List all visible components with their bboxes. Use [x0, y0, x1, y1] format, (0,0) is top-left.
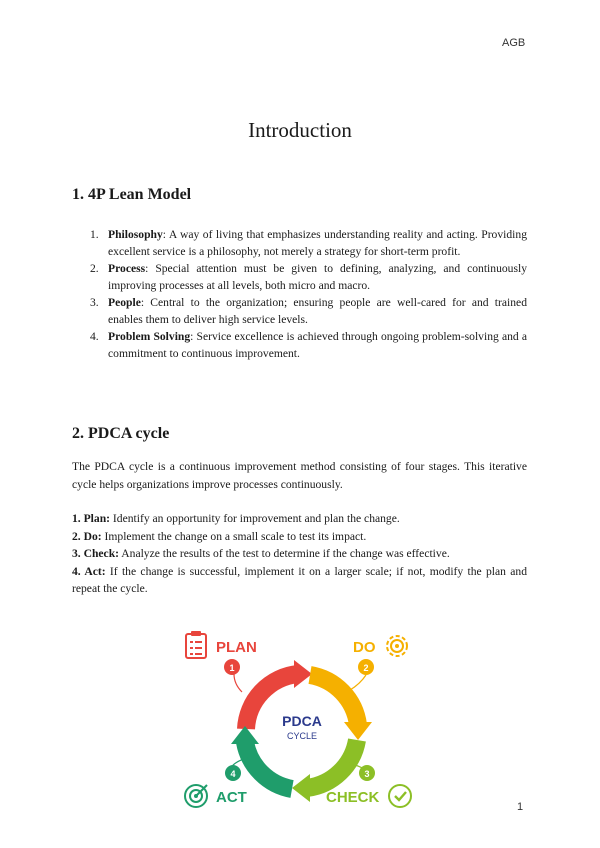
pdca-intro: The PDCA cycle is a continuous improvement method consisting of four stages. This iterative cycle helps organizations improve processes continuously.: [72, 460, 527, 491]
clipboard-icon: [186, 631, 206, 658]
act-label: ACT: [216, 789, 247, 806]
list-item: 1. Philosophy: A way of living that emphasizes understanding reality and acting. Providing excellent service is a philosophy, not merely a strategy for short-term profit.: [90, 228, 527, 258]
step-do: 2. Do: Implement the change on a small scale to test its impact.: [72, 529, 367, 543]
item-term: Philosophy: [108, 228, 163, 241]
check-label: CHECK: [326, 789, 380, 806]
item-text: : Central to the organization; ensuring people are well-cared for and trained enables them to deliver high service levels.: [108, 296, 527, 326]
svg-text:3: 3: [364, 769, 370, 779]
item-term: People: [108, 296, 141, 309]
plan-label: PLAN: [216, 639, 257, 656]
svg-text:2: 2: [363, 663, 369, 673]
page-title: Introduction: [248, 118, 352, 142]
check-circle-icon: [389, 785, 411, 807]
step-act: 4. Act: If the change is successful, implement it on a larger scale; if not, modify the plan and repeat the cycle.: [72, 564, 527, 595]
list-item: 3. People: Central to the organization; ensuring people are well-cared for and trained enables them to deliver high service levels.: [90, 296, 527, 326]
target-icon: [185, 785, 207, 807]
item-text: : Service excellence is achieved through ongoing problem-solving and a commitment to continuous improvement.: [108, 330, 527, 360]
do-label: DO: [353, 639, 376, 656]
svg-text:4: 4: [230, 769, 236, 779]
section-2-heading: 2. PDCA cycle: [72, 425, 170, 442]
list-item: 2. Process: Special attention must be given to defining, analyzing, and continuously improving processes at all levels, both micro and macro.: [90, 262, 527, 292]
center-sub: CYCLE: [286, 731, 318, 741]
item-term: Problem Solving: [108, 330, 191, 343]
lean-model-list: [90, 226, 527, 362]
item-term: Process: [108, 262, 146, 275]
svg-text:1: 1: [229, 663, 235, 673]
item-text: : Special attention must be given to defining, analyzing, and continuously improving processes at all levels, both micro and macro.: [108, 262, 527, 292]
act-arc: [245, 742, 292, 789]
list-item: 4. Problem Solving: Service excellence is achieved through ongoing problem-solving and a commitment to continuous improvement.: [90, 330, 527, 360]
gear-icon: [387, 636, 407, 656]
center-title: PDCA: [282, 713, 322, 729]
page-number: 1: [517, 801, 524, 813]
pdca-diagram: [170, 622, 430, 818]
check-arrow: [292, 774, 310, 802]
step-plan: 1. Plan: Identify an opportunity for improvement and plan the change.: [72, 512, 400, 525]
step-check: 3. Check: Analyze the results of the test to determine if the change was effective.: [72, 547, 450, 560]
pdca-steps: [72, 510, 527, 598]
header-tag: AGB: [502, 37, 526, 49]
section-1-heading: 1. 4P Lean Model: [72, 186, 192, 203]
item-text: : A way of living that emphasizes understanding reality and acting. Providing excellent service is a philosophy, not merely a strategy for short-term profit.: [108, 228, 527, 258]
check-arc: [307, 740, 357, 788]
do-arrow: [344, 722, 372, 740]
